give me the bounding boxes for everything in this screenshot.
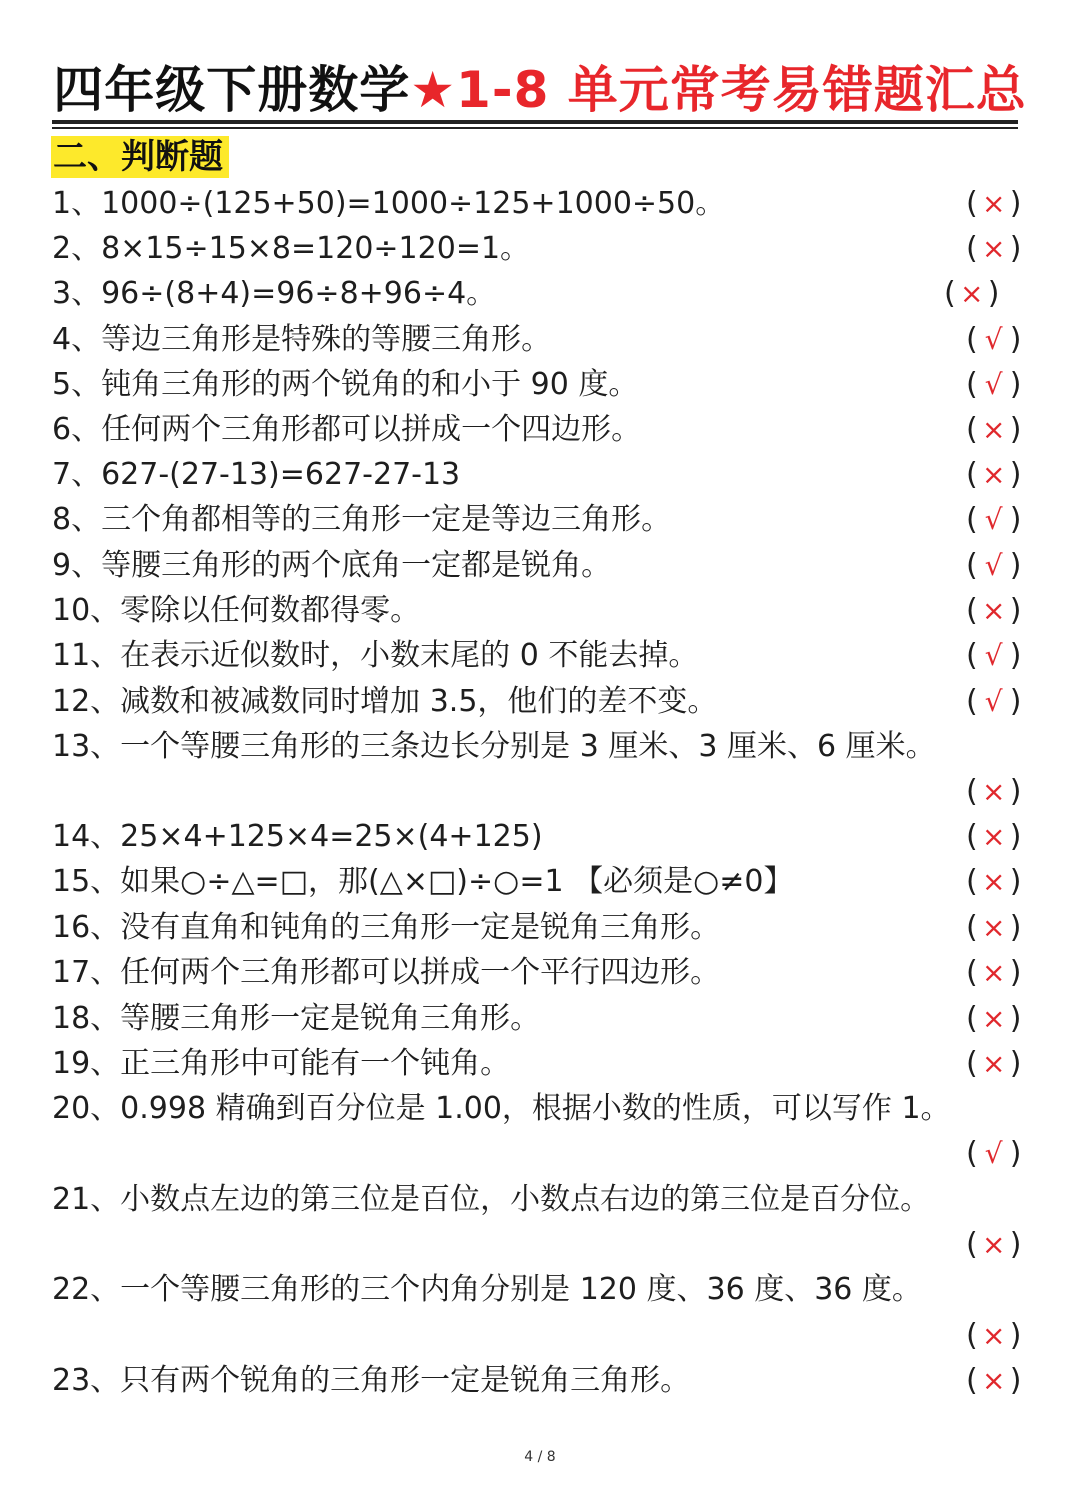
paren-close: ) — [1009, 548, 1022, 583]
cross-icon: × — [981, 1002, 1006, 1035]
title-subtext: 1-8 单元常考易错题汇总 — [456, 61, 1027, 119]
paren-close: ) — [1009, 864, 1022, 899]
answer-slot — [966, 546, 1021, 586]
answer-slot — [966, 455, 1021, 495]
checkmark-icon: √ — [984, 685, 1003, 718]
cross-icon: × — [981, 956, 1006, 989]
question-text: 23、只有两个锐角的三角形一定是锐角三角形。 — [52, 1363, 691, 1398]
paren-open: ( — [966, 457, 978, 492]
answer-slot — [966, 1134, 1021, 1174]
answer-slot — [966, 1316, 1021, 1356]
question-text: 21、小数点左边的第三位是百位，小数点右边的第三位是百分位。 — [52, 1182, 931, 1217]
question-text: 5、钝角三角形的两个锐角的和小于 90 度。 — [52, 367, 639, 402]
cross-icon: × — [981, 865, 1006, 898]
paren-open: ( — [966, 367, 978, 402]
paren-close: ) — [1009, 1227, 1022, 1262]
cross-icon: × — [981, 775, 1006, 808]
paren-close: ) — [1009, 231, 1022, 266]
paren-close: ) — [1009, 593, 1022, 628]
cross-icon: × — [981, 820, 1006, 853]
answer-slot — [966, 320, 1021, 360]
paren-close: ) — [1009, 367, 1022, 402]
answer-slot — [966, 999, 1021, 1039]
title-underline-thin — [52, 127, 1018, 129]
cross-icon: × — [981, 458, 1006, 491]
paren-close: ) — [1009, 186, 1022, 221]
paren-open: ( — [966, 1318, 978, 1353]
paren-close: ) — [1009, 322, 1022, 357]
paren-close: ) — [1009, 638, 1022, 673]
answer-slot — [966, 410, 1021, 450]
paren-open: ( — [966, 1227, 978, 1262]
question-text: 16、没有直角和钝角的三角形一定是锐角三角形。 — [52, 910, 721, 945]
answer-slot — [966, 365, 1021, 405]
checkmark-icon: √ — [984, 549, 1003, 582]
question-text: 13、一个等腰三角形的三条边长分别是 3 厘米、3 厘米、6 厘米。 — [52, 729, 936, 764]
answer-slot — [966, 862, 1021, 902]
question-text: 6、任何两个三角形都可以拼成一个四边形。 — [52, 412, 642, 447]
paren-open: ( — [966, 593, 978, 628]
question-text: 1、1000÷(125+50)=1000÷125+1000÷50。 — [52, 186, 726, 221]
question-text: 17、任何两个三角形都可以拼成一个平行四边形。 — [52, 955, 721, 990]
paren-open: ( — [966, 955, 978, 990]
paren-close: ) — [1009, 774, 1022, 809]
star-icon: ★ — [410, 61, 457, 119]
paren-close: ) — [1009, 910, 1022, 945]
paren-open: ( — [966, 1046, 978, 1081]
paren-open: ( — [966, 819, 978, 854]
paren-open: ( — [966, 774, 978, 809]
section-heading: 二、判断题 — [51, 136, 229, 178]
answer-slot — [966, 184, 1021, 224]
answer-slot — [966, 229, 1021, 269]
answer-slot — [966, 908, 1021, 948]
paren-open: ( — [966, 638, 978, 673]
paren-open: ( — [966, 322, 978, 357]
paren-close: ) — [1009, 1363, 1022, 1398]
paren-close: ) — [1009, 955, 1022, 990]
paren-open: ( — [966, 186, 978, 221]
question-text: 20、0.998 精确到百分位是 1.00，根据小数的性质，可以写作 1。 — [52, 1091, 951, 1126]
answer-slot — [966, 817, 1021, 857]
paren-open: ( — [966, 1001, 978, 1036]
checkmark-icon: √ — [984, 323, 1003, 356]
paren-open: ( — [966, 910, 978, 945]
cross-icon: × — [981, 187, 1006, 220]
paren-open: ( — [966, 502, 978, 537]
question-text: 10、零除以任何数都得零。 — [52, 593, 421, 628]
question-text: 9、等腰三角形的两个底角一定都是锐角。 — [52, 548, 612, 583]
question-text: 22、一个等腰三角形的三个内角分别是 120 度、36 度、36 度。 — [52, 1272, 922, 1307]
question-text: 4、等边三角形是特殊的等腰三角形。 — [52, 322, 552, 357]
checkmark-icon: √ — [984, 639, 1003, 672]
answer-slot — [966, 1225, 1021, 1265]
checkmark-icon: √ — [984, 1137, 1003, 1170]
cross-icon: × — [981, 232, 1006, 265]
cross-icon: × — [981, 1319, 1006, 1352]
paren-open: ( — [966, 684, 978, 719]
paren-close: ) — [1009, 1318, 1022, 1353]
answer-slot — [966, 591, 1021, 631]
paren-open: ( — [944, 276, 956, 311]
title-text: 四年级下册数学 — [53, 61, 411, 119]
answer-slot — [966, 953, 1021, 993]
question-text: 2、8×15÷15×8=120÷120=1。 — [52, 231, 531, 266]
question-text: 18、等腰三角形一定是锐角三角形。 — [52, 1001, 541, 1036]
paren-open: ( — [966, 1136, 978, 1171]
question-text: 15、如果○÷△=□，那(△×□)÷○=1 【必须是○≠0】 — [52, 864, 794, 899]
cross-icon: × — [981, 1228, 1006, 1261]
question-text: 8、三个角都相等的三角形一定是等边三角形。 — [52, 502, 672, 537]
paren-close: ) — [1009, 1001, 1022, 1036]
cross-icon: × — [981, 1364, 1006, 1397]
paren-close: ) — [1009, 457, 1022, 492]
paren-close: ) — [1009, 684, 1022, 719]
paren-close: ) — [1009, 502, 1022, 537]
checkmark-icon: √ — [984, 368, 1003, 401]
paren-close: ) — [1009, 1046, 1022, 1081]
question-text: 11、在表示近似数时，小数末尾的 0 不能去掉。 — [52, 638, 699, 673]
answer-slot — [966, 772, 1021, 812]
question-text: 14、25×4+125×4=25×(4+125) — [52, 819, 543, 854]
cross-icon: × — [981, 413, 1006, 446]
paren-close: ) — [1009, 412, 1022, 447]
title-underline-thick — [52, 120, 1018, 124]
paren-open: ( — [966, 231, 978, 266]
page-number: 4 / 8 — [524, 1449, 556, 1465]
question-text: 19、正三角形中可能有一个钝角。 — [52, 1046, 511, 1081]
paren-open: ( — [966, 412, 978, 447]
paren-open: ( — [966, 548, 978, 583]
cross-icon: × — [981, 911, 1006, 944]
paren-open: ( — [966, 1363, 978, 1398]
answer-slot — [944, 274, 999, 314]
answer-slot — [966, 636, 1021, 676]
answer-slot — [966, 1044, 1021, 1084]
cross-icon: × — [981, 594, 1006, 627]
question-text: 3、96÷(8+4)=96÷8+96÷4。 — [52, 276, 497, 311]
answer-slot — [966, 682, 1021, 722]
paren-close: ) — [1009, 819, 1022, 854]
question-text: 12、减数和被减数同时增加 3.5，他们的差不变。 — [52, 684, 718, 719]
cross-icon: × — [959, 277, 984, 310]
cross-icon: × — [981, 1047, 1006, 1080]
page-title — [0, 58, 1080, 122]
paren-close: ) — [987, 276, 1000, 311]
answer-slot — [966, 1361, 1021, 1401]
paren-close: ) — [1009, 1136, 1022, 1171]
answer-slot — [966, 500, 1021, 540]
question-text: 7、627-(27-13)=627-27-13 — [52, 457, 461, 492]
paren-open: ( — [966, 864, 978, 899]
checkmark-icon: √ — [984, 503, 1003, 536]
